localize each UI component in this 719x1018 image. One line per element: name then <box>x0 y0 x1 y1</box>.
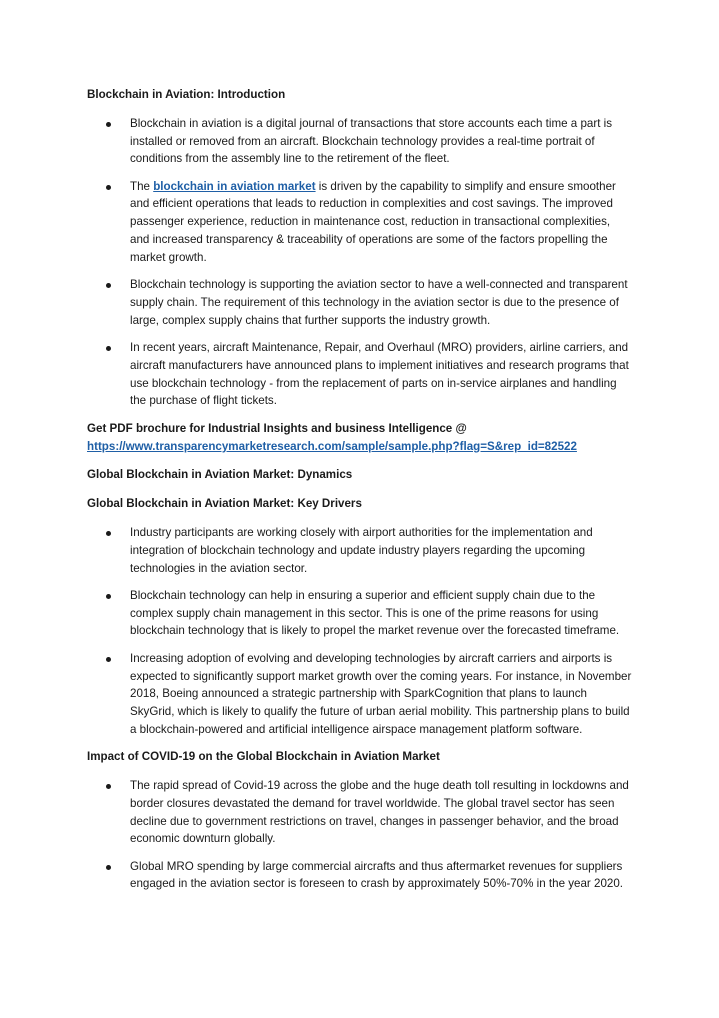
bullet-icon <box>106 346 111 351</box>
list-item <box>87 178 632 267</box>
bullet-text: Increasing adoption of evolving and developing technologies by aircraft carriers and airports is expected to significantly support market growth over the coming years. For instance, in November 2018, Boeing announced a strategic partnership with SparkCognition that plans to launch SkyGrid, which is likely to qualify the future of urban aerial mobility. This partnership plans to build a blockchain-powered and artificial intelligence airspace management platform software. <box>130 651 632 736</box>
dynamics-heading: Global Blockchain in Aviation Market: Dynamics <box>87 468 353 482</box>
drivers-bullet-list <box>87 524 647 739</box>
list-item <box>87 650 632 739</box>
bullet-icon <box>106 657 111 662</box>
bullet-icon <box>106 122 111 127</box>
market-report-link[interactable]: blockchain in aviation market <box>153 179 316 193</box>
bullet-text-prefix: The <box>130 179 154 193</box>
bullet-text: The rapid spread of Covid-19 across the globe and the huge death toll resulting in lockdowns and border closures devastated the demand for travel worldwide. The global travel sector has seen decline due to government restrictions on travel, changes in passenger behavior, and the broad economic downturn globally. <box>130 779 629 846</box>
covid-heading: Impact of COVID-19 on the Global Blockchain in Aviation Market <box>87 750 440 764</box>
document-page <box>87 86 647 903</box>
list-item <box>87 858 632 894</box>
bullet-text: Blockchain technology can help in ensuring a superior and efficient supply chain due to the complex supply chain management in this sector. This is one of the prime reasons for using blockchain technology that is likely to propel the market revenue over the forecasted timeframe. <box>130 588 620 638</box>
bullet-icon <box>106 283 111 288</box>
sample-url-link[interactable]: https://www.transparencymarketresearch.com/sample/sample.php?flag=S&rep_id=82522 <box>87 439 577 453</box>
bullet-text: In recent years, aircraft Maintenance, Repair, and Overhaul (MRO) providers, airline carriers, and aircraft manufacturers have announced plans to implement initiatives and research programs that use blockchain technology - from the replacement of parts on in-service airplanes and handling the purchase of flight tickets. <box>130 341 629 408</box>
list-item <box>87 524 632 577</box>
drivers-heading: Global Blockchain in Aviation Market: Key Drivers <box>87 497 362 511</box>
bullet-icon <box>106 185 111 190</box>
list-item <box>87 777 632 848</box>
bullet-text: Global MRO spending by large commercial aircrafts and thus aftermarket revenues for suppliers engaged in the aviation sector is foreseen to crash by approximately 50%-70% in the year 2020. <box>130 859 624 891</box>
list-item <box>87 587 632 640</box>
intro-heading: Blockchain in Aviation: Introduction <box>87 88 286 101</box>
bullet-text-suffix: is driven by the capability to simplify and ensure smoother and efficient operations that leads to reduction in complexities and cost savings. The improved passenger experience, reduction in maintenance cost, reduction in transactional complexities, and increased transparency & traceability of operations are some of the factors propelling the market growth. <box>130 179 616 264</box>
list-item <box>87 339 632 410</box>
bullet-icon <box>106 531 111 536</box>
bullet-icon <box>106 594 111 599</box>
bullet-icon <box>106 865 111 870</box>
brochure-promo <box>87 420 647 456</box>
promo-text: Get PDF brochure for Industrial Insights and business Intelligence @ <box>87 421 467 435</box>
covid-bullet-list <box>87 777 647 893</box>
bullet-icon <box>106 784 111 789</box>
list-item <box>87 276 632 329</box>
intro-bullet-list <box>87 115 647 410</box>
bullet-text: Industry participants are working closely with airport authorities for the implementation and integration of blockchain technology and update industry players regarding the upcoming technologies in the aviation sector. <box>130 525 593 575</box>
list-item <box>87 115 632 168</box>
bullet-text: Blockchain in aviation is a digital journal of transactions that store accounts each time a part is installed or removed from an aircraft. Blockchain technology provides a real-time portrait of conditions from the assembly line to the retirement of the fleet. <box>130 116 613 166</box>
bullet-text: Blockchain technology is supporting the aviation sector to have a well-connected and transparent supply chain. The requirement of this technology in the aviation sector is due to the presence of large, complex supply chains that further supports the industry growth. <box>130 278 628 327</box>
